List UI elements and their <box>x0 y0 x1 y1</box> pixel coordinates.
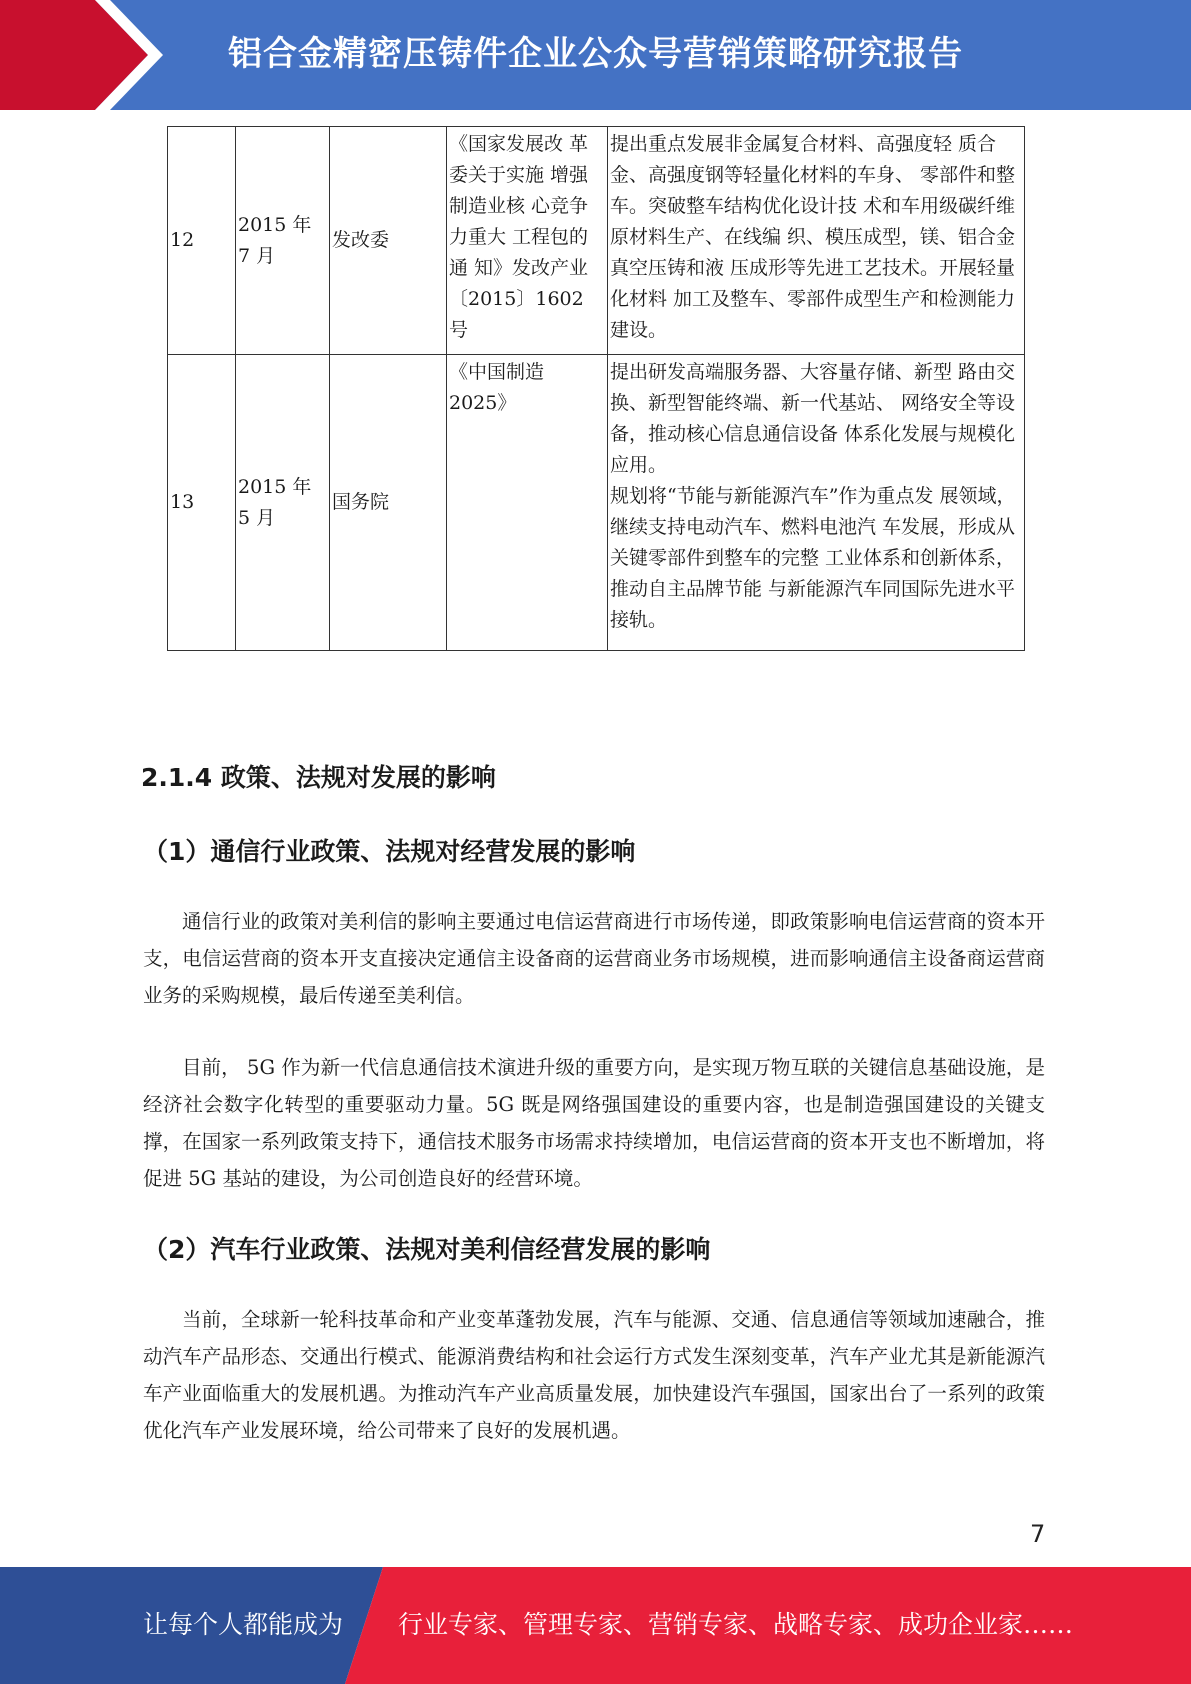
row-agency: 国务院 <box>330 355 447 651</box>
footer-slogan-right: 行业专家、管理专家、营销专家、战略专家、成功企业家…… <box>398 1610 1074 1639</box>
section-heading: 2.1.4 政策、法规对发展的影响 <box>141 763 496 792</box>
row-content: 提出重点发展非金属复合材料、高强度轻 质合金、高强度钢等轻量化材料的车身、 零部件和整车。突破整车结构优化设计技 术和车用级碳纤维原材料生产、在线编 织、模压成型，镁、铝合金真空压铸和液 压成形等先进工艺技术。开展轻量化材料 加工及整车、零部件成型生产和检测能力 建设。 <box>608 127 1025 355</box>
row-document: 《国家发展改 革委关于实施 增强制造业核 心竞争力重大 工程包的通 知》发改产业〔2015〕1602 号 <box>447 127 608 355</box>
paragraph-2: 目前， 5G 作为新一代信息通信技术演进升级的重要方向，是实现万物互联的关键信息基础设施，是经济社会数字化转型的重要驱动力量。5G 既是网络强国建设的重要内容，也是制造强国建设的关键支撑，在国家一系列政策支持下，通信技术服务市场需求持续增加，电信运营商的资本开支也不断增加，将促进 5G 基站的建设，为公司创造良好的经营环境。 <box>143 1056 1045 1190</box>
header-title: 铝合金精密压铸件企业公众号营销策略研究报告 <box>228 34 963 74</box>
footer-slogan-left: 让每个人都能成为 <box>143 1610 344 1639</box>
row-document: 《中国制造 2025》 <box>447 355 608 651</box>
policy-table <box>167 126 1025 651</box>
subsection-heading-2: （2）汽车行业政策、法规对美利信经营发展的影响 <box>143 1235 711 1264</box>
page-number: 7 <box>1030 1520 1046 1548</box>
row-agency: 发改委 <box>330 127 447 355</box>
table-row <box>168 355 1025 651</box>
paragraph-1: 通信行业的政策对美利信的影响主要通过电信运营商进行市场传递，即政策影响电信运营商的资本开支，电信运营商的资本开支直接决定通信主设备商的运营商业务市场规模，进而影响通信主设备商运营商业务的采购规模，最后传递至美利信。 <box>143 910 1045 1007</box>
row-number: 12 <box>168 127 236 355</box>
row-content-part-1: 提出研发高端服务器、大容量存储、新型 路由交换、新型智能终端、新一代基站、 网络安全等设备，推动核心信息通信设备 体系化发展与规模化应用。 <box>610 361 1016 476</box>
paragraph-3: 当前，全球新一轮科技革命和产业变革蓬勃发展，汽车与能源、交通、信息通信等领域加速融合，推动汽车产品形态、交通出行模式、能源消费结构和社会运行方式发生深刻变革，汽车产业尤其是新能源汽车产业面临重大的发展机遇。为推动汽车产业高质量发展，加快建设汽车强国，国家出台了一系列的政策优化汽车产业发展环境，给公司带来了良好的发展机遇。 <box>143 1308 1045 1442</box>
page-header <box>0 0 1191 110</box>
row-date-text: 2015 年 7 月 <box>238 213 312 267</box>
row-content-part-2: 规划将“节能与新能源汽车”作为重点发 展领域，继续支持电动汽车、燃料电池汽 车发展，形成从关键零部件到整车的完整 工业体系和创新体系，推动自主品牌节能 与新能源汽车同国际先进水平接轨。 <box>610 485 1016 631</box>
row-number: 13 <box>168 355 236 651</box>
row-date <box>236 127 330 355</box>
row-date <box>236 355 330 651</box>
page-footer <box>0 1567 1191 1684</box>
table-row <box>168 127 1025 355</box>
row-date-text: 2015 年 5 月 <box>238 475 312 529</box>
row-content <box>608 355 1025 651</box>
subsection-heading-1: （1）通信行业政策、法规对经营发展的影响 <box>143 837 636 866</box>
